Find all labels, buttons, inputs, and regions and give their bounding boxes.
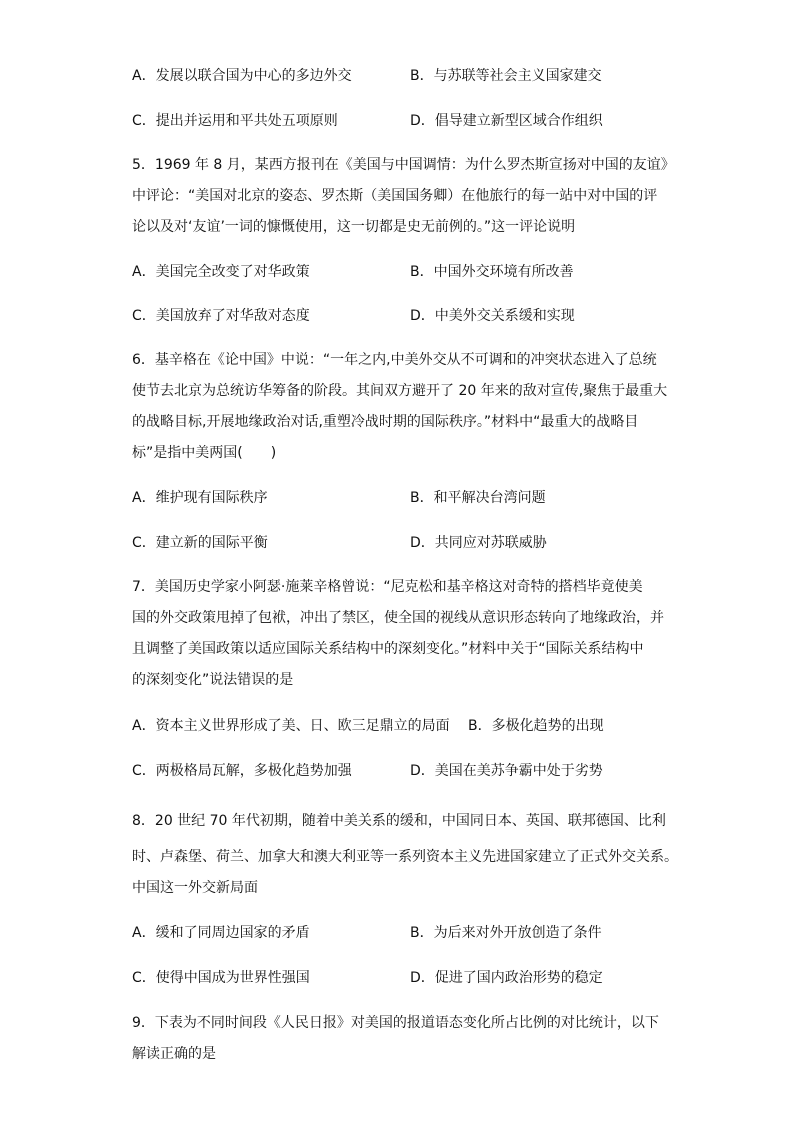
q8-option-b: B．为后来对外开放创造了条件: [410, 925, 602, 941]
q7-stem-line-4: 的深刻变化”说法错误的是: [132, 672, 294, 688]
q6-stem-line-1: 6．基辛格在《论中国》中说：“一年之内,中美外交从不可调和的冲突状态进入了总统: [132, 352, 657, 368]
q8-stem-line-2: 时、卢森堡、荷兰、加拿大和澳大利亚等一系列资本主义先进国家建立了正式外交关系。: [132, 849, 678, 865]
q6-option-d: D．共同应对苏联威胁: [410, 535, 547, 551]
q6-option-b: B．和平解决台湾问题: [410, 490, 546, 506]
q7-stem-line-1: 7．美国历史学家小阿瑟·施莱辛格曾说：“尼克松和基辛格这对奇特的搭档毕竟使美: [132, 579, 643, 595]
q8-stem-line-1: 8．20 世纪 70 年代初期，随着中美关系的缓和，中国同日本、英国、联邦德国、比利: [132, 813, 666, 829]
q7-option-b: B．多极化趋势的出现: [468, 718, 604, 734]
q7-option-c: C．两极格局瓦解，多极化趋势加强: [132, 763, 352, 779]
q4-option-d: D．倡导建立新型区域合作组织: [410, 113, 603, 129]
q4-option-b: B．与苏联等社会主义国家建交: [410, 68, 602, 84]
q8-option-c: C．使得中国成为世界性强国: [132, 970, 310, 986]
q5-stem-line-2: 中评论：“美国对北京的姿态、罗杰斯（美国国务卿）在他旅行的每一站中对中国的评: [132, 188, 658, 204]
q9-stem-line-1: 9．下表为不同时间段《人民日报》对美国的报道语态变化所占比例的对比统计，以下: [132, 1015, 659, 1031]
q6-stem-line-2: 使节去北京为总统访华筹备的阶段。其间双方避开了 20 年来的敌对宣传,聚焦于最重大: [132, 383, 668, 399]
q5-stem-line-1: 5．1969 年 8 月，某西方报刊在《美国与中国调情：为什么罗杰斯宣扬对中国的友谊》: [132, 157, 675, 173]
q5-option-d: D．中美外交关系缓和实现: [410, 308, 575, 324]
q4-option-c: C．提出并运用和平共处五项原则: [132, 113, 338, 129]
q4-option-a: A．发展以联合国为中心的多边外交: [132, 68, 352, 84]
q5-stem-line-3: 论以及对‘友谊’一词的慷慨使用，这一切都是史无前例的。”这一评论说明: [132, 219, 576, 235]
q5-option-c: C．美国放弃了对华敌对态度: [132, 308, 310, 324]
q8-option-d: D．促进了国内政治形势的稳定: [410, 970, 603, 986]
q6-stem-line-3: 的战略目标,开展地缘政治对话,重塑冷战时期的国际秩序。”材料中“最重大的战略目: [132, 414, 639, 430]
q5-option-a: A．美国完全改变了对华政策: [132, 264, 310, 280]
q7-stem-line-3: 且调整了美国政策以适应国际关系结构中的深刻变化。”材料中关于“国际关系结构中: [132, 641, 644, 657]
q6-stem-line-4: 标”是指中美两国( ): [132, 445, 277, 461]
q7-option-a: A．资本主义世界形成了美、日、欧三足鼎立的局面: [132, 718, 450, 734]
q8-stem-line-3: 中国这一外交新局面: [132, 880, 258, 896]
q7-stem-line-2: 国的外交政策甩掉了包袱，冲出了禁区，使全国的视线从意识形态转向了地缘政治，并: [132, 610, 664, 626]
q6-option-a: A．维护现有国际秩序: [132, 490, 268, 506]
q8-option-a: A．缓和了同周边国家的矛盾: [132, 925, 310, 941]
q9-stem-line-2: 解读正确的是: [132, 1046, 216, 1062]
q5-option-b: B．中国外交环境有所改善: [410, 264, 574, 280]
q6-option-c: C．建立新的国际平衡: [132, 535, 268, 551]
q7-option-d: D．美国在美苏争霸中处于劣势: [410, 763, 603, 779]
